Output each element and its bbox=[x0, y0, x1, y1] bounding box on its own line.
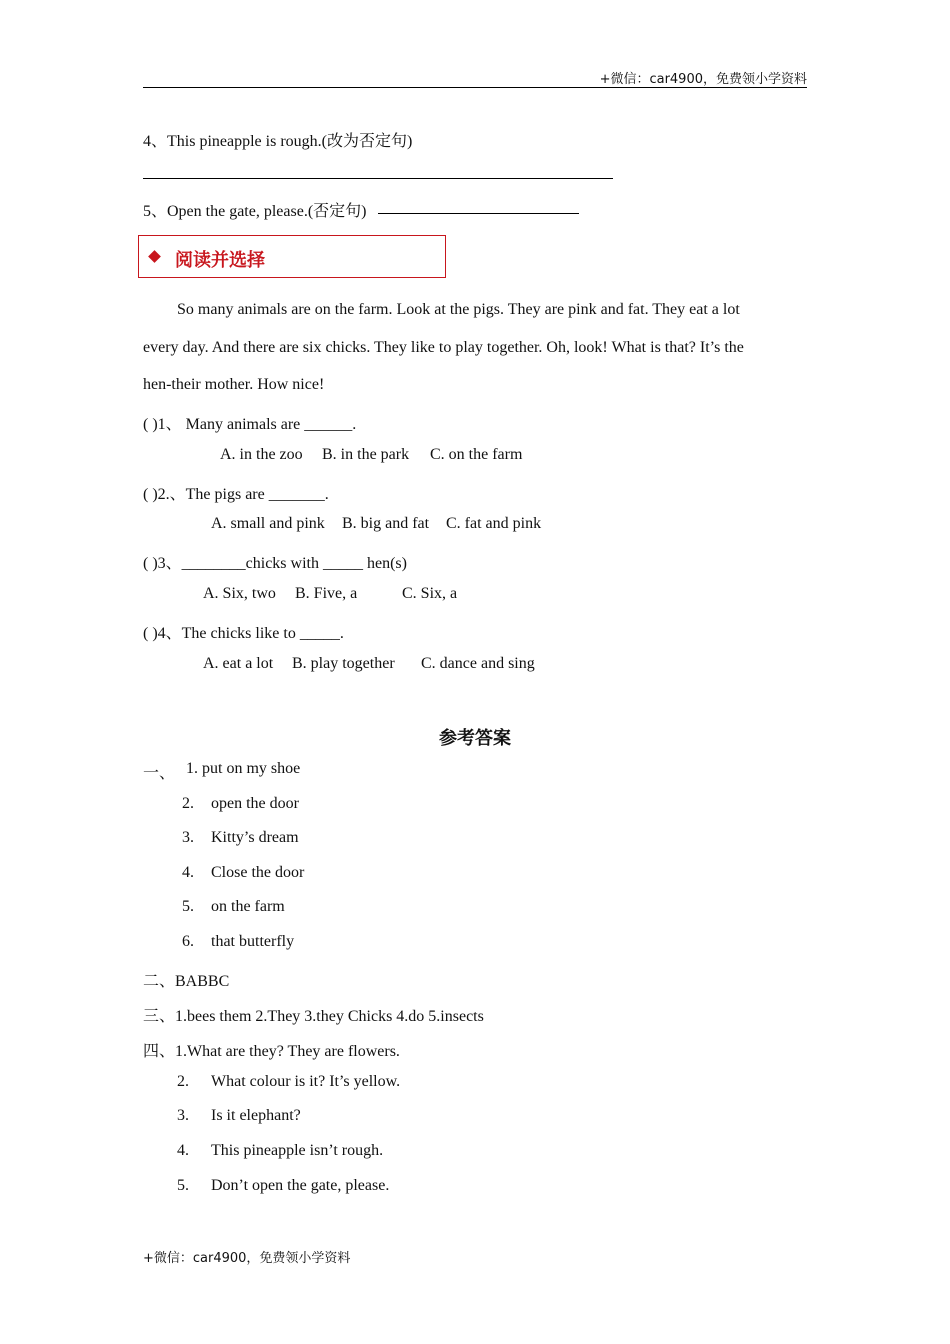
question-3-option-b: B. Five, a bbox=[295, 585, 358, 602]
question-2-option-b: B. big and fat bbox=[342, 515, 430, 532]
question-3-option-c: C. Six, a bbox=[402, 585, 458, 602]
header-wechat-note: +微信：car4900，免费领小学资料 bbox=[599, 72, 807, 87]
answer-1-5-num: 5. bbox=[182, 898, 194, 915]
footer-wechat-note: +微信：car4900，免费领小学资料 bbox=[143, 1251, 351, 1266]
question-1-option-b: B. in the park bbox=[322, 446, 410, 463]
reading-section-title: 阅读并选择 bbox=[175, 250, 265, 271]
answer-4-2-text: What colour is it? It’s yellow. bbox=[211, 1073, 401, 1090]
answer-1-1-text: put on my shoe bbox=[202, 760, 301, 777]
answer-1-4-num: 4. bbox=[182, 864, 194, 881]
question-3-option-a: A. Six, two bbox=[203, 585, 276, 602]
answer-1-1-num: 1. bbox=[186, 760, 198, 777]
rewrite-question-5: 5、Open the gate, please.(否定句) bbox=[143, 203, 367, 220]
answer-4-4-num: 4. bbox=[177, 1142, 189, 1159]
answer-4-4-text: This pineapple isn’t rough. bbox=[211, 1142, 384, 1159]
passage-line-1: So many animals are on the farm. Look at the pigs. They are pink and fat. They eat a lot bbox=[177, 301, 740, 318]
answer-1-5-text: on the farm bbox=[211, 898, 285, 915]
answer-blank-5[interactable] bbox=[378, 213, 579, 214]
answer-1-3-num: 3. bbox=[182, 829, 194, 846]
question-4-option-a: A. eat a lot bbox=[203, 655, 274, 672]
question-1-stem: ( )1、 Many animals are ______. bbox=[143, 416, 357, 433]
answer-part-4-first: 四、1.What are they? They are flowers. bbox=[143, 1043, 400, 1060]
question-4-stem: ( )4、The chicks like to _____. bbox=[143, 625, 344, 642]
answer-part-2: 二、BABBC bbox=[143, 973, 230, 990]
rewrite-question-4: 4、This pineapple is rough.(改为否定句) bbox=[143, 133, 413, 150]
answer-part-1-label: 一、 bbox=[143, 765, 176, 782]
answer-1-4-text: Close the door bbox=[211, 864, 305, 881]
answer-1-3-text: Kitty’s dream bbox=[211, 829, 299, 846]
question-2-stem: ( )2.、The pigs are _______. bbox=[143, 486, 329, 503]
answer-4-3-text: Is it elephant? bbox=[211, 1107, 301, 1124]
answer-1-6-text: that butterfly bbox=[211, 933, 295, 950]
question-1-option-c: C. on the farm bbox=[430, 446, 523, 463]
question-3-stem: ( )3、________chicks with _____ hen(s) bbox=[143, 555, 407, 572]
passage-line-3: hen-their mother. How nice! bbox=[143, 376, 325, 393]
question-1-option-a: A. in the zoo bbox=[220, 446, 303, 463]
answer-blank-4[interactable] bbox=[143, 178, 613, 179]
answer-4-3-num: 3. bbox=[177, 1107, 189, 1124]
answer-4-2-num: 2. bbox=[177, 1073, 189, 1090]
answer-1-2-num: 2. bbox=[182, 795, 194, 812]
question-2-option-a: A. small and pink bbox=[211, 515, 325, 532]
answer-1-6-num: 6. bbox=[182, 933, 194, 950]
passage-line-2: every day. And there are six chicks. They like to play together. Oh, look! What is that? It’s the bbox=[143, 339, 744, 356]
diamond-bullet-icon bbox=[148, 250, 161, 263]
question-4-option-b: B. play together bbox=[292, 655, 395, 672]
answer-4-5-num: 5. bbox=[177, 1177, 189, 1194]
answer-key-title: 参考答案 bbox=[439, 728, 511, 749]
question-2-option-c: C. fat and pink bbox=[446, 515, 542, 532]
question-4-option-c: C. dance and sing bbox=[421, 655, 535, 672]
answer-1-2-text: open the door bbox=[211, 795, 299, 812]
header-divider bbox=[143, 87, 807, 88]
reading-section-header bbox=[138, 235, 446, 278]
answer-4-5-text: Don’t open the gate, please. bbox=[211, 1177, 390, 1194]
answer-part-3: 三、1.bees them 2.They 3.they Chicks 4.do 5.insects bbox=[143, 1008, 484, 1025]
